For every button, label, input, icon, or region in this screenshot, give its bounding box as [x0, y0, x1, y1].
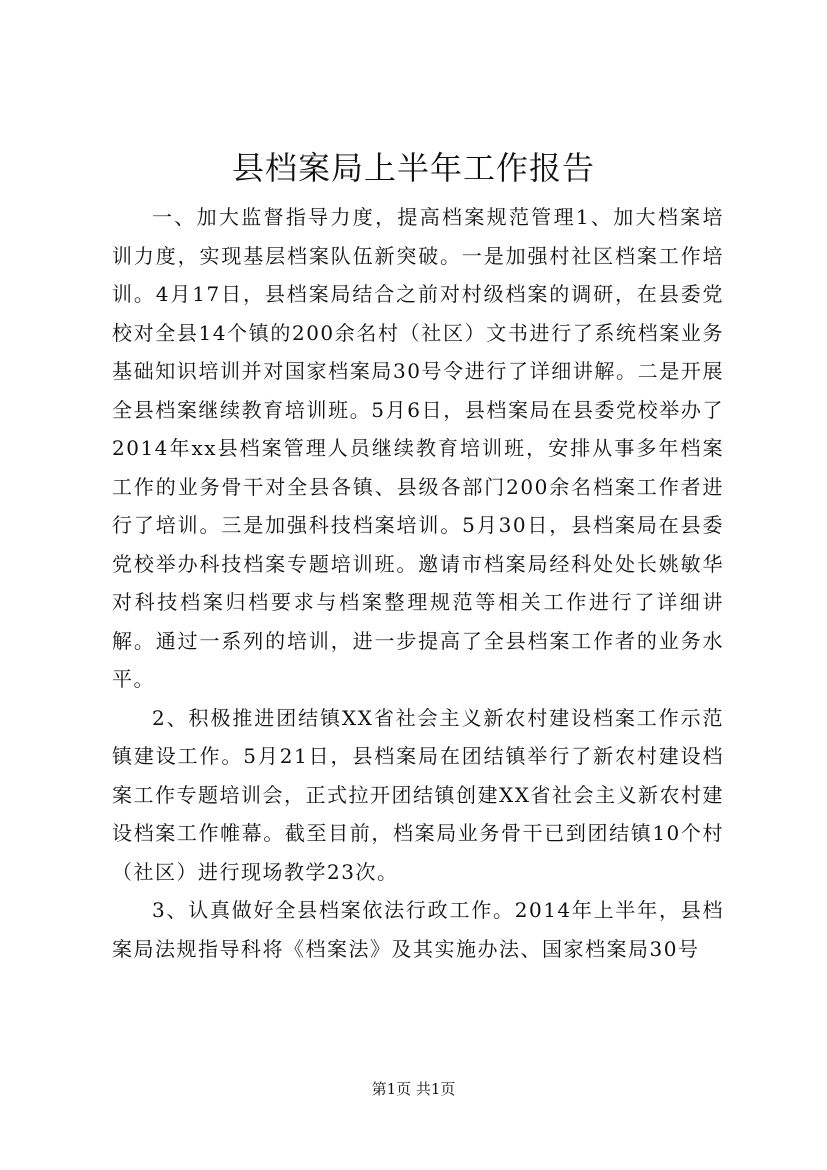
- document-title: 县档案局上半年工作报告: [231, 149, 595, 187]
- document-body: [112, 198, 724, 968]
- page-footer: 第1页 共1页: [371, 1080, 456, 1098]
- paragraph-1: 一、加大监督指导力度，提高档案规范管理1、加大档案培训力度，实现基层档案队伍新突破。一是加强村社区档案工作培训。4月17日，县档案局结合之前对村级档案的调研，在县委党校对全县14个镇的200余名村（社区）文书进行了系统档案业务基础知识培训并对国家档案局30号令进行了详细讲解。二是开展全县档案继续教育培训班。5月6日，县档案局在县委党校举办了2014年xx县档案管理人员继续教育培训班，安排从事多年档案工作的业务骨干对全县各镇、县级各部门200余名档案工作者进行了培训。三是加强科技档案培训。5月30日，县档案局在县委党校举办科技档案专题培训班。邀请市档案局经科处处长姚敏华对科技档案归档要求与档案整理规范等相关工作进行了详细讲解。通过一系列的培训，进一步提高了全县档案工作者的业务水平。: [112, 205, 724, 691]
- paragraph-2: 2、积极推进团结镇XX省社会主义新农村建设档案工作示范镇建设工作。5月21日，县档案局在团结镇举行了新农村建设档案工作专题培训会，正式拉开团结镇创建XX省社会主义新农村建设档案工作帷幕。截至目前，档案局业务骨干已到团结镇10个村（社区）进行现场教学23次。: [112, 705, 724, 884]
- paragraph-3: 3、认真做好全县档案依法行政工作。2014年上半年，县档案局法规指导科将《档案法》及其实施办法、国家档案局30号: [112, 898, 724, 961]
